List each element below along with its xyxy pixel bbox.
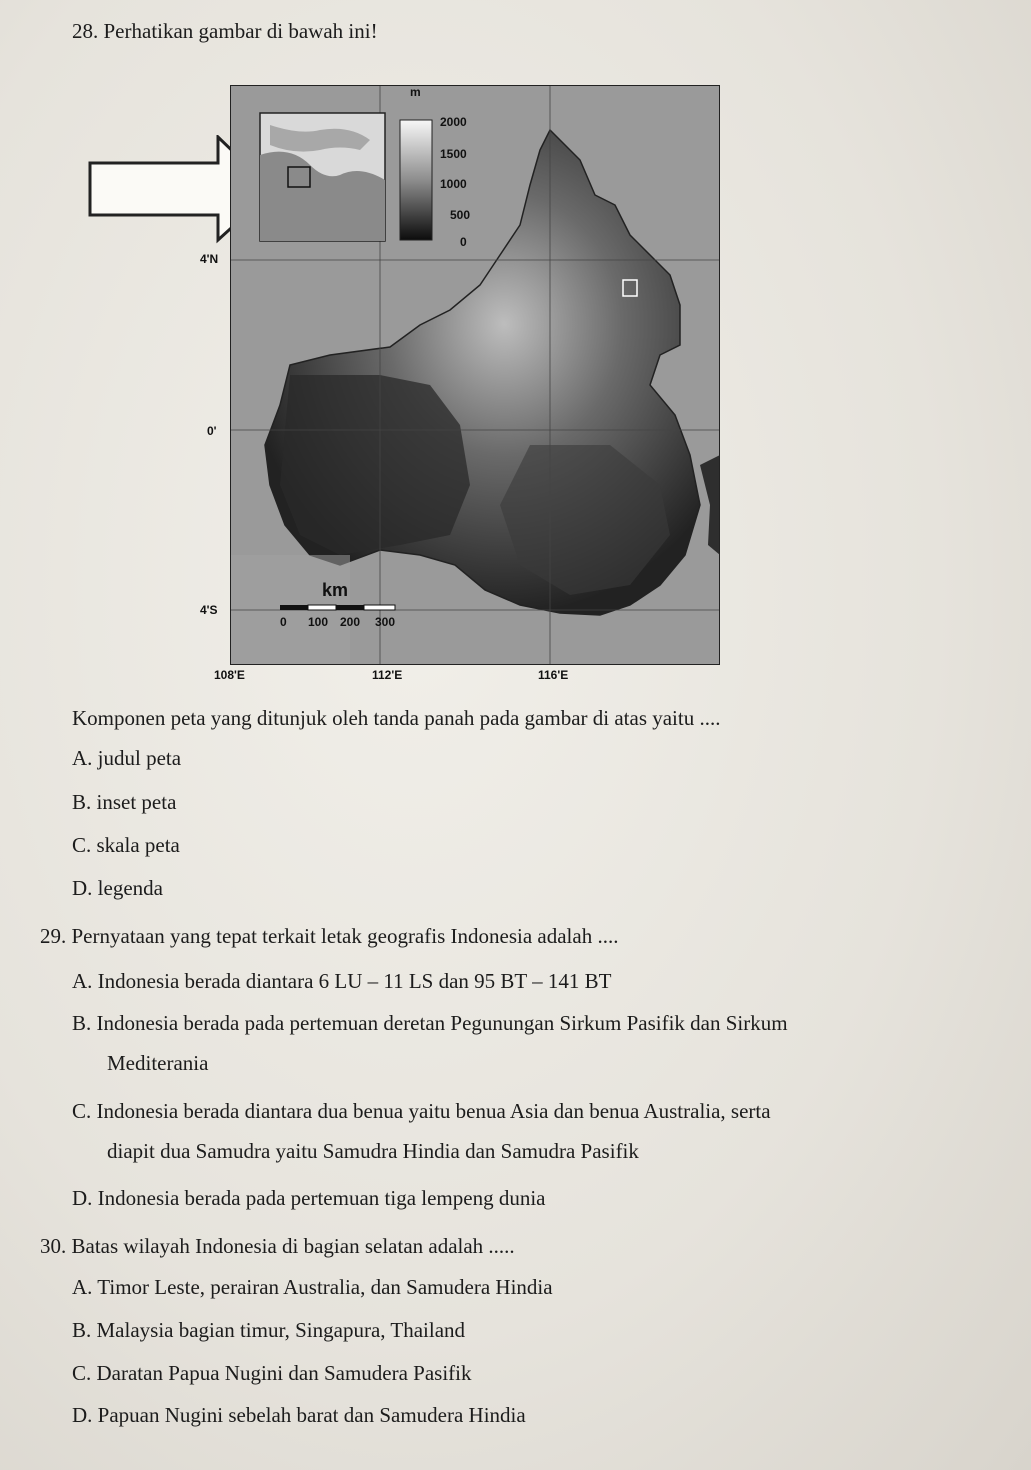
question-30-text: 30. Batas wilayah Indonesia di bagian selatan adalah ..... xyxy=(40,1234,515,1258)
question-28-title: 28. Perhatikan gambar di bawah ini! xyxy=(72,19,378,43)
inset-map xyxy=(260,113,385,241)
legend-unit: m xyxy=(410,85,421,99)
q29-option-d[interactable]: D. Indonesia berada pada pertemuan tiga lempeng dunia xyxy=(72,1186,546,1210)
lon-label-112e: 112'E xyxy=(372,668,403,682)
q28-option-c[interactable]: C. skala peta xyxy=(72,833,180,857)
scale-value-200: 200 xyxy=(340,615,361,629)
q29-option-a[interactable]: A. Indonesia berada diantara 6 LU – 11 LS dan 95 BT – 141 BT xyxy=(72,969,612,993)
q30-option-d[interactable]: D. Papuan Nugini sebelah barat dan Samudera Hindia xyxy=(72,1403,526,1427)
scale-value-300: 300 xyxy=(375,615,396,629)
lon-label-108e: 108'E xyxy=(214,668,245,682)
legend-value-1000: 1000 xyxy=(440,177,467,191)
question-28-text: Komponen peta yang ditunjuk oleh tanda panah pada gambar di atas yaitu .... xyxy=(72,706,721,730)
lat-label-0: 0' xyxy=(207,424,217,438)
q28-option-d[interactable]: D. legenda xyxy=(72,876,163,900)
lat-label-4n: 4'N xyxy=(200,252,219,266)
question-29-text: 29. Pernyataan yang tepat terkait letak geografis Indonesia adalah .... xyxy=(40,924,619,948)
q30-option-b[interactable]: B. Malaysia bagian timur, Singapura, Thailand xyxy=(72,1318,466,1342)
scale-unit: km xyxy=(322,580,349,600)
q29-option-b-cont: Mediterania xyxy=(107,1051,209,1075)
q29-option-b[interactable]: B. Indonesia berada pada pertemuan deretan Pegunungan Sirkum Pasifik dan Sirkum xyxy=(72,1011,788,1035)
legend-value-0: 0 xyxy=(460,235,467,249)
scale-value-100: 100 xyxy=(308,615,329,629)
scale-value-0: 0 xyxy=(280,615,287,629)
lat-label-4s: 4'S xyxy=(200,603,218,617)
legend-value-500: 500 xyxy=(450,208,471,222)
legend-value-2000: 2000 xyxy=(440,115,467,129)
q29-option-c-cont: diapit dua Samudra yaitu Samudra Hindia dan Samudra Pasifik xyxy=(107,1139,639,1163)
q30-option-a[interactable]: A. Timor Leste, perairan Australia, dan Samudera Hindia xyxy=(72,1275,553,1299)
legend-value-1500: 1500 xyxy=(440,147,467,161)
q28-option-b[interactable]: B. inset peta xyxy=(72,790,177,814)
q29-option-c[interactable]: C. Indonesia berada diantara dua benua yaitu benua Asia dan benua Australia, serta xyxy=(72,1099,771,1123)
borneo-map xyxy=(230,85,720,665)
q30-option-c[interactable]: C. Daratan Papua Nugini dan Samudera Pasifik xyxy=(72,1361,472,1385)
q28-option-a[interactable]: A. judul peta xyxy=(72,746,182,770)
lon-label-116e: 116'E xyxy=(538,668,569,682)
